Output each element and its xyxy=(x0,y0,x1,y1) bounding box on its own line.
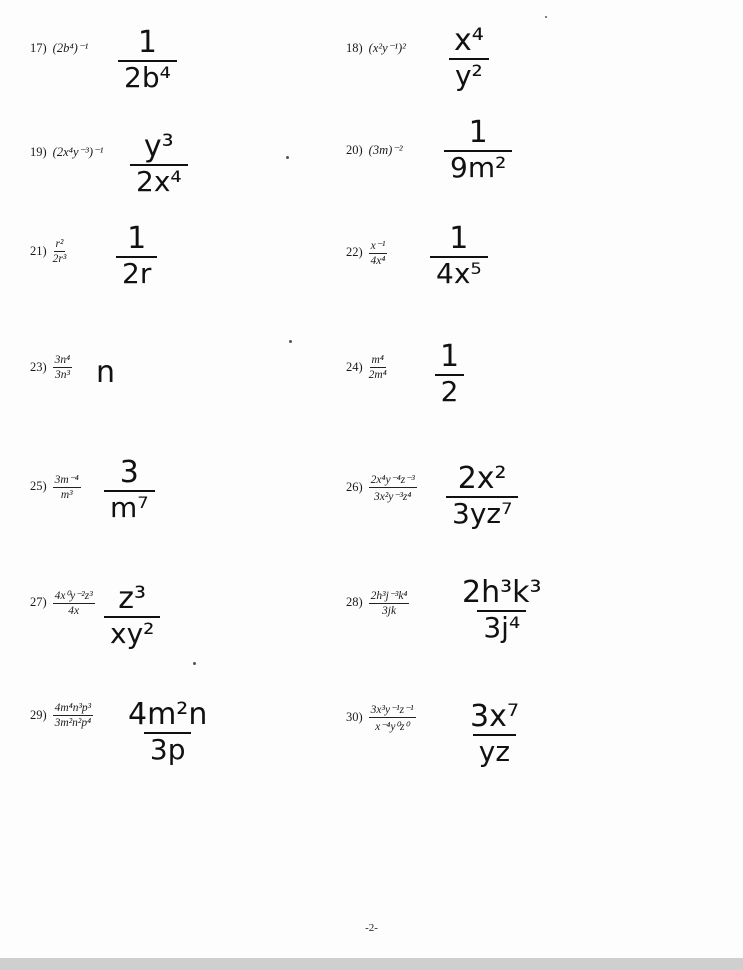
problem-fraction xyxy=(53,472,81,501)
fraction-numerator: m⁴ xyxy=(371,354,384,366)
answer-denominator: 2r xyxy=(116,256,157,290)
problem-20 xyxy=(346,142,403,158)
fraction-numerator: r² xyxy=(55,238,64,250)
fraction-denominator: 3n³ xyxy=(54,369,70,381)
answer-denominator: 2b⁴ xyxy=(118,60,177,94)
problem-number: 22) xyxy=(346,245,363,259)
answer-numerator: 3x⁷ xyxy=(470,699,519,734)
problem-expression: (2b⁴)⁻¹ xyxy=(52,41,89,55)
fraction-numerator: 2h³j⁻³k⁴ xyxy=(370,590,408,602)
problem-number: 17) xyxy=(30,40,47,55)
answer-denominator: xy² xyxy=(104,616,160,650)
answer-denominator: 2x⁴ xyxy=(130,164,188,198)
problem-number: 24) xyxy=(346,360,363,374)
scan-speck xyxy=(193,662,196,665)
handwritten-answer-28 xyxy=(456,576,548,644)
problem-28 xyxy=(346,588,409,617)
handwritten-answer-27 xyxy=(104,582,160,650)
problem-number: 26) xyxy=(346,480,363,494)
problem-24 xyxy=(346,354,387,381)
handwritten-answer-17 xyxy=(118,26,177,94)
fraction-numerator: 2x⁴y⁻⁴z⁻³ xyxy=(370,474,415,486)
problem-26 xyxy=(346,472,417,503)
problem-fraction xyxy=(53,238,67,265)
problem-fraction xyxy=(369,702,416,733)
fraction-denominator: x⁻⁴y⁰z⁰ xyxy=(375,721,410,733)
answer-numerator: 1 xyxy=(468,115,488,150)
answer-numerator: 2x² xyxy=(457,461,507,496)
fraction-numerator: x⁻¹ xyxy=(370,240,386,252)
answer-denominator: 2 xyxy=(435,374,465,408)
fraction-denominator: 4x⁴ xyxy=(370,255,386,267)
handwritten-answer-19 xyxy=(130,130,188,198)
answer-value: n xyxy=(96,355,116,390)
handwritten-answer-25 xyxy=(104,456,155,524)
problem-fraction xyxy=(369,354,387,381)
fraction-denominator: 2m⁴ xyxy=(368,369,387,381)
problem-number: 18) xyxy=(346,40,363,55)
answer-numerator: 2h³k³ xyxy=(462,575,542,610)
fraction-denominator: 3jk xyxy=(382,605,397,617)
handwritten-answer-29 xyxy=(122,698,213,766)
fraction-numerator: 3n⁴ xyxy=(54,354,71,366)
scan-speck xyxy=(289,340,292,343)
fraction-numerator: 3m⁻⁴ xyxy=(54,474,79,486)
answer-numerator: 1 xyxy=(440,339,460,374)
handwritten-answer-24 xyxy=(434,340,465,408)
handwritten-answer-18 xyxy=(448,24,490,92)
answer-numerator: 1 xyxy=(127,221,147,256)
problem-number: 29) xyxy=(30,708,47,722)
problem-number: 25) xyxy=(30,479,47,493)
problem-fraction xyxy=(53,354,73,381)
answer-denominator: 3p xyxy=(144,732,192,766)
answer-denominator: m⁷ xyxy=(104,490,155,524)
fraction-denominator: 4x xyxy=(68,605,80,617)
problem-21 xyxy=(30,238,66,265)
handwritten-answer-20 xyxy=(444,116,512,184)
answer-numerator: z³ xyxy=(118,581,147,616)
problem-number: 20) xyxy=(346,142,363,157)
fraction-denominator: 2r³ xyxy=(52,253,67,265)
problem-fraction xyxy=(369,588,410,617)
answer-denominator: 9m² xyxy=(444,150,512,184)
scan-speck xyxy=(545,16,547,18)
fraction-denominator: 3x²y⁻³z⁴ xyxy=(373,491,412,503)
problem-fraction xyxy=(53,588,95,617)
problem-23 xyxy=(30,354,72,381)
problem-number: 21) xyxy=(30,244,47,258)
problem-30 xyxy=(346,702,416,733)
problem-22 xyxy=(346,238,387,267)
answer-denominator: yz xyxy=(473,734,516,768)
page-number: -2- xyxy=(365,922,378,934)
handwritten-answer-30 xyxy=(464,700,525,768)
problem-expression: (3m)⁻² xyxy=(368,143,403,157)
answer-denominator: y² xyxy=(449,58,489,92)
problem-number: 19) xyxy=(30,144,47,159)
fraction-numerator: 3x³y⁻¹z⁻¹ xyxy=(370,704,414,716)
problem-number: 23) xyxy=(30,360,47,374)
answer-denominator: 3yz⁷ xyxy=(446,496,518,530)
problem-fraction xyxy=(53,702,93,729)
problem-18 xyxy=(346,40,406,56)
problem-number: 27) xyxy=(30,595,47,609)
handwritten-answer-23 xyxy=(90,356,121,390)
answer-numerator: x⁴ xyxy=(454,23,484,58)
answer-numerator: y³ xyxy=(143,129,174,164)
fraction-numerator: 4m⁴n³p³ xyxy=(54,702,92,714)
handwritten-answer-21 xyxy=(116,222,157,290)
fraction-denominator: m³ xyxy=(60,489,73,501)
answer-numerator: 1 xyxy=(137,25,157,60)
answer-denominator: 4x⁵ xyxy=(430,256,488,290)
fraction-numerator: 4x⁰y⁻²z³ xyxy=(54,590,93,602)
problem-27 xyxy=(30,588,95,617)
handwritten-answer-22 xyxy=(430,222,488,290)
handwritten-answer-26 xyxy=(446,462,518,530)
scan-bottom-edge xyxy=(0,958,743,970)
problem-25 xyxy=(30,472,81,501)
problem-fraction xyxy=(369,238,388,267)
scan-speck xyxy=(286,156,289,159)
problem-fraction xyxy=(369,472,417,503)
fraction-denominator: 3m²n²p⁴ xyxy=(54,717,92,729)
answer-numerator: 3 xyxy=(119,455,139,490)
problem-17 xyxy=(30,40,88,56)
problem-number: 30) xyxy=(346,710,363,724)
problem-expression: (2x⁴y⁻³)⁻¹ xyxy=(52,145,104,159)
answer-numerator: 1 xyxy=(449,221,469,256)
problem-29 xyxy=(30,702,93,729)
problem-19 xyxy=(30,144,103,160)
problem-number: 28) xyxy=(346,595,363,609)
answer-denominator: 3j⁴ xyxy=(477,610,526,644)
problem-expression: (x²y⁻¹)² xyxy=(368,41,406,55)
answer-numerator: 4m²n xyxy=(128,697,208,732)
